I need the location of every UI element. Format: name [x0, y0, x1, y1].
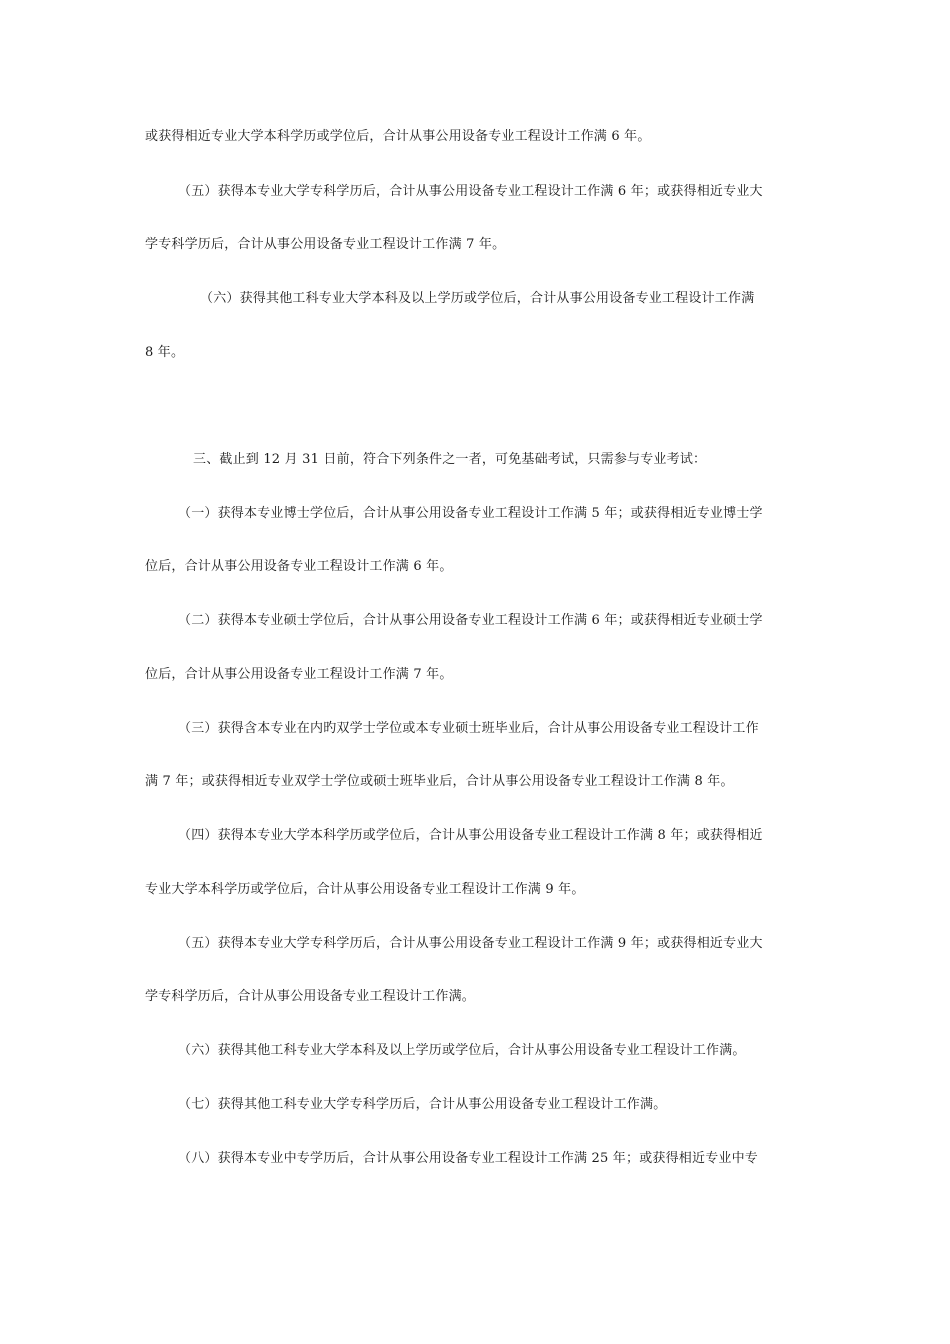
section-heading: 三、截止到 12 月 31 日前，符合下列条件之一者，可免基础考试，只需参与专业考试： [193, 452, 707, 467]
paragraph-line: （六）获得其他工科专业大学本科及以上学历或学位后，合计从事公用设备专业工程设计工作满。 [178, 1043, 746, 1058]
paragraph-line: （三）获得含本专业在内旳双学士学位或本专业硕士班毕业后，合计从事公用设备专业工程设计工作 [178, 721, 759, 736]
paragraph-line: （一）获得本专业博士学位后，合计从事公用设备专业工程设计工作满 5 年；或获得相近专业博士学 [178, 506, 763, 521]
paragraph-line: （四）获得本专业大学本科学历或学位后，合计从事公用设备专业工程设计工作满 8 年；或获得相近 [178, 828, 763, 843]
paragraph-line: （六）获得其他工科专业大学本科及以上学历或学位后，合计从事公用设备专业工程设计工作满 [200, 291, 755, 306]
paragraph-line: 位后，合计从事公用设备专业工程设计工作满 7 年。 [145, 667, 453, 682]
paragraph-line: （七）获得其他工科专业大学专科学历后，合计从事公用设备专业工程设计工作满。 [178, 1097, 667, 1112]
paragraph-line: 专业大学本科学历或学位后，合计从事公用设备专业工程设计工作满 9 年。 [145, 882, 585, 897]
paragraph-line: 学专科学历后，合计从事公用设备专业工程设计工作满 7 年。 [145, 237, 506, 252]
paragraph-line: 位后，合计从事公用设备专业工程设计工作满 6 年。 [145, 559, 453, 574]
paragraph-line: 或获得相近专业大学本科学历或学位后，合计从事公用设备专业工程设计工作满 6 年。 [145, 129, 651, 144]
paragraph-line: （二）获得本专业硕士学位后，合计从事公用设备专业工程设计工作满 6 年；或获得相近专业硕士学 [178, 613, 763, 628]
paragraph-line: （五）获得本专业大学专科学历后，合计从事公用设备专业工程设计工作满 6 年；或获得相近专业大 [178, 184, 763, 199]
paragraph-line: （五）获得本专业大学专科学历后，合计从事公用设备专业工程设计工作满 9 年；或获得相近专业大 [178, 936, 763, 951]
paragraph-line: 满 7 年；或获得相近专业双学士学位或硕士班毕业后，合计从事公用设备专业工程设计工作满 8 年。 [145, 774, 734, 789]
paragraph-line: （八）获得本专业中专学历后，合计从事公用设备专业工程设计工作满 25 年；或获得相近专业中专 [178, 1151, 759, 1166]
paragraph-line: 8 年。 [145, 345, 185, 360]
paragraph-line: 学专科学历后，合计从事公用设备专业工程设计工作满。 [145, 989, 476, 1004]
